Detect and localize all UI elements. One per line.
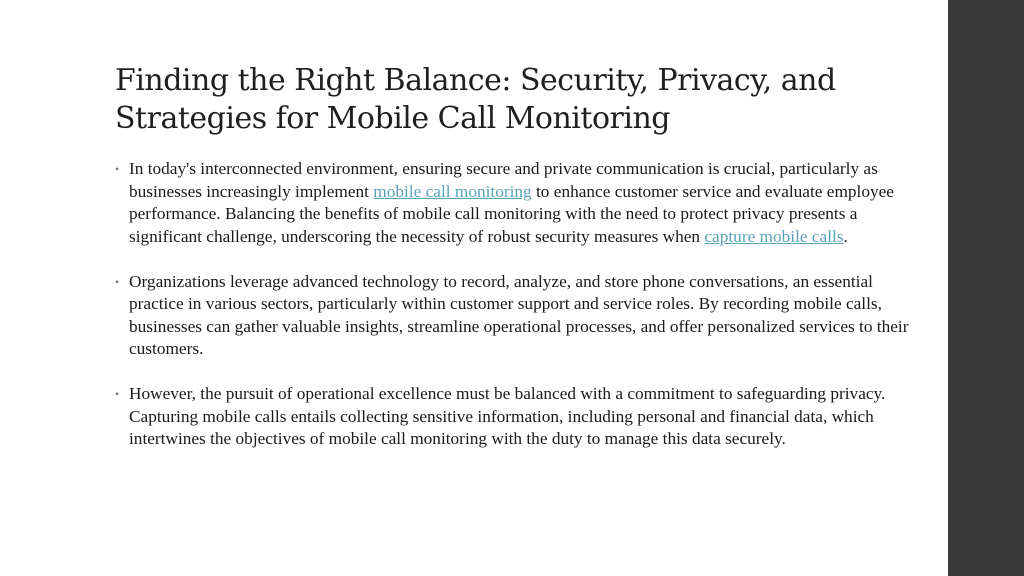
side-bar xyxy=(948,0,1024,576)
bullet-icon: • xyxy=(115,274,120,289)
capture-mobile-calls-link[interactable]: capture mobile calls xyxy=(704,226,844,246)
slide-title: Finding the Right Balance: Security, Privacy, and Strategies for Mobile Call Monitoring xyxy=(115,63,836,136)
bullet-icon: • xyxy=(115,162,120,176)
bullet-item xyxy=(115,271,915,361)
bullet-text: In today's interconnected environment, ensuring secure and private communication is crucial, particularly as businesses increasingly implement xyxy=(129,159,878,201)
bullet-icon: • xyxy=(115,387,120,401)
bullet-text: Organizations leverage advanced technology to record, analyze, and store phone conversations, an essential practice in various sectors, particularly within customer support and service roles. By recording mobile calls, businesses can gather valuable insights, streamline operational processes, and offer personalized services to their customers. xyxy=(129,271,909,358)
bullet-item xyxy=(115,383,915,451)
bullet-text: to enhance customer service and evaluate employee performance. Balancing the benefits of mobile call monitoring with the need to protect privacy presents a significant challenge, underscoring the necessity of robust security measures when xyxy=(129,181,894,246)
bullet-text: However, the pursuit of operational excellence must be balanced with a commitment to safeguarding privacy. Capturing mobile calls entails collecting sensitive information, including personal and financial data, which intertwines the objectives of mobile call monitoring with the duty to manage this data securely. xyxy=(129,384,886,448)
bullet-text: . xyxy=(843,226,848,246)
bullet-item xyxy=(115,158,915,248)
bullet-list xyxy=(115,158,915,473)
mobile-call-monitoring-link[interactable]: mobile call monitoring xyxy=(373,181,532,201)
